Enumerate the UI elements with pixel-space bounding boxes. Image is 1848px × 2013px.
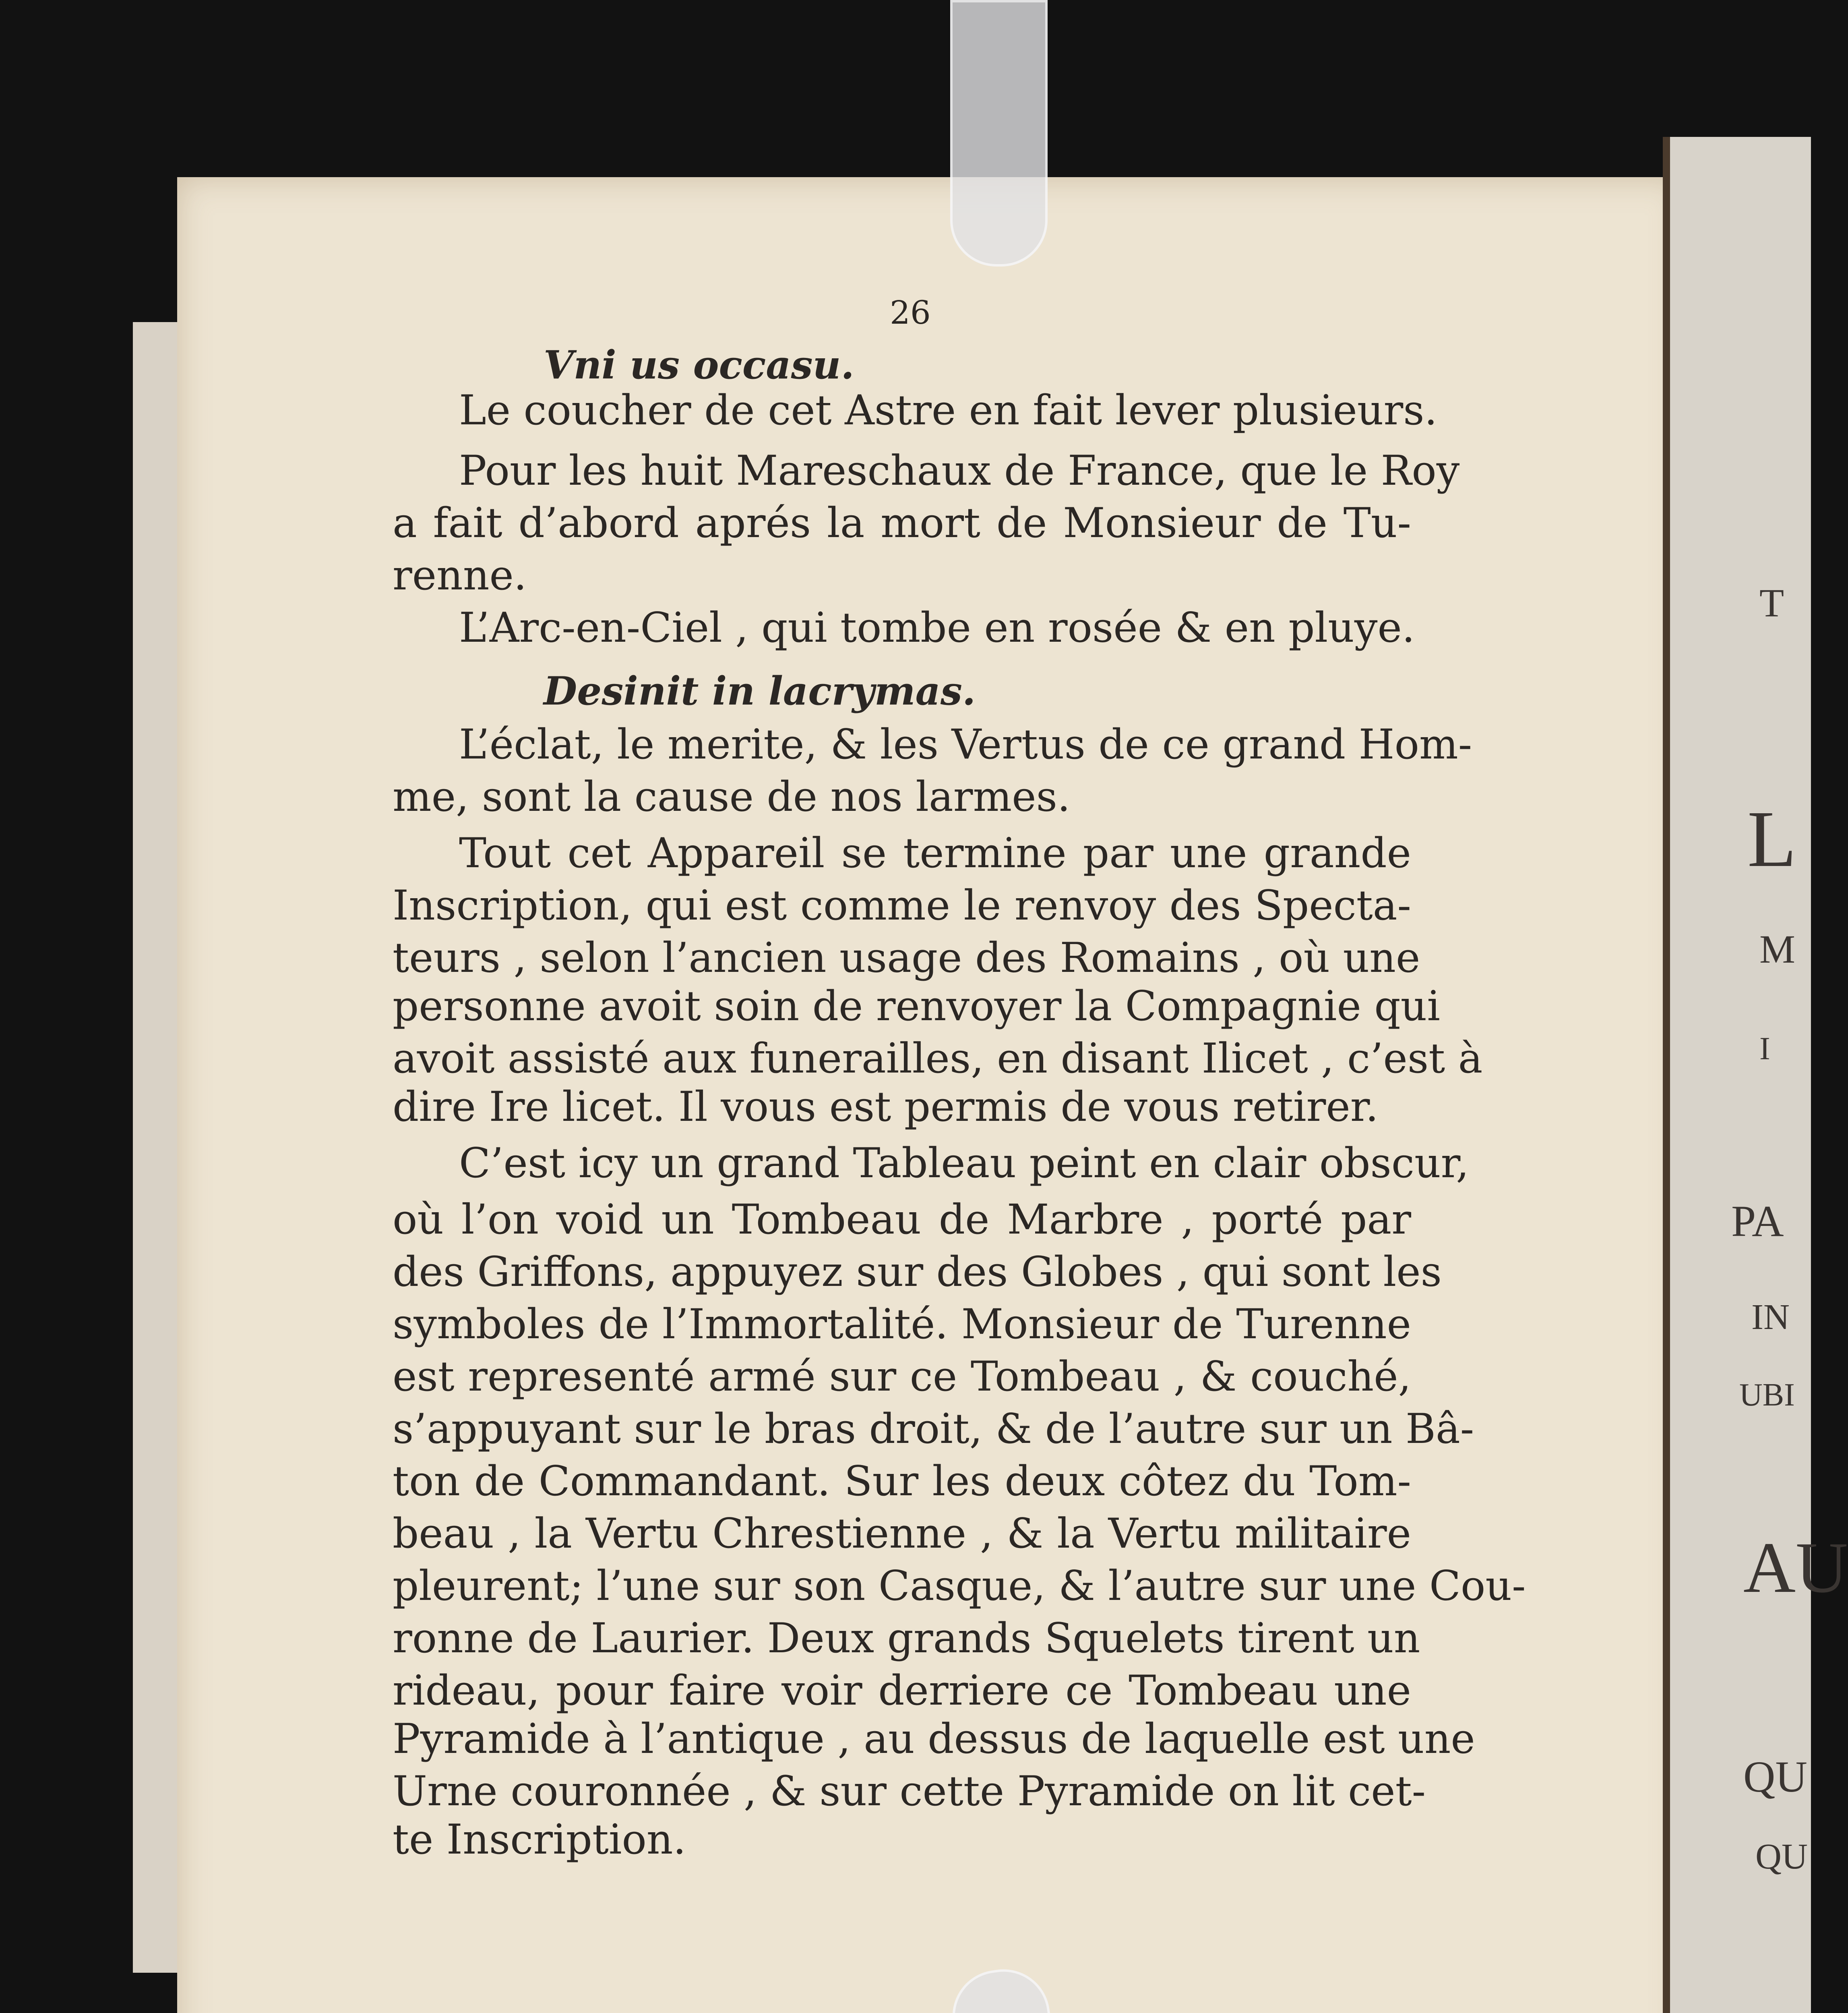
- text-line: L’éclat, le merite, & les Vertus de ce grand Hom-: [459, 721, 1472, 769]
- text-line: des Griffons, appuyez sur des Globes , qui sont les: [393, 1248, 1442, 1296]
- facing-page-fragment: L: [1747, 795, 1797, 884]
- text-line: Desinit in lacrymas.: [544, 668, 976, 714]
- facing-page-fragment: QU: [1743, 1752, 1807, 1801]
- text-line: C’est icy un grand Tableau peint en clair obscur,: [459, 1139, 1469, 1187]
- text-line: beau , la Vertu Chrestienne , & la Vertu militaire: [393, 1510, 1411, 1558]
- text-line: te Inscription.: [393, 1816, 686, 1864]
- text-line: Le coucher de cet Astre en fait lever plusieurs.: [459, 386, 1438, 434]
- text-line: s’appuyant sur le bras droit, & de l’autre sur un Bâ-: [393, 1405, 1474, 1453]
- text-line: L’Arc-en-Ciel , qui tombe en rosée & en pluye.: [459, 604, 1415, 652]
- text-line: Inscription, qui est comme le renvoy des Specta-: [393, 882, 1411, 930]
- text-line: renne.: [393, 552, 527, 599]
- text-line: ton de Commandant. Sur les deux côtez du Tom-: [393, 1457, 1411, 1505]
- facing-page-fragment: PA: [1731, 1197, 1784, 1246]
- text-line: Tout cet Appareil se termine par une grande: [459, 829, 1411, 877]
- text-line: teurs , selon l’ancien usage des Romains , où une: [393, 934, 1420, 982]
- page-clip-top: [950, 0, 1048, 267]
- text-line: Urne couronnée , & sur cette Pyramide on lit cet-: [393, 1767, 1426, 1815]
- facing-page-fragment: UBI: [1739, 1377, 1795, 1413]
- text-line: a fait d’abord aprés la mort de Monsieur de Tu-: [393, 499, 1411, 547]
- text-line: ronne de Laurier. Deux grands Squelets tirent un: [393, 1614, 1420, 1662]
- text-line: pleurent; l’une sur son Casque, & l’autre sur une Cou-: [393, 1562, 1526, 1610]
- facing-page: [1663, 137, 1811, 2013]
- text-line: dire Ire licet. Il vous est permis de vous retirer.: [393, 1083, 1379, 1131]
- text-line: personne avoit soin de renvoyer la Compagnie qui: [393, 982, 1440, 1030]
- text-line: Pour les huit Mareschaux de France, que le Roy: [459, 447, 1460, 495]
- facing-page-fragment: T: [1759, 581, 1784, 625]
- facing-page-fragment: QU: [1755, 1837, 1808, 1877]
- facing-page-fragment: AU: [1743, 1527, 1848, 1608]
- text-line: est representé armé sur ce Tombeau , & couché,: [393, 1353, 1411, 1401]
- text-line: Pyramide à l’antique , au dessus de laquelle est une: [393, 1715, 1475, 1763]
- text-line: rideau, pour faire voir derriere ce Tombeau une: [393, 1667, 1411, 1715]
- facing-page-fragment: IN: [1751, 1297, 1790, 1337]
- text-line: Vni us occasu.: [544, 342, 854, 388]
- page-number: 26: [890, 294, 931, 331]
- page-edge: [133, 322, 179, 1973]
- text-line: où l’on void un Tombeau de Marbre , porté par: [393, 1196, 1411, 1244]
- facing-page-fragment: I: [1759, 1031, 1770, 1066]
- text-line: symboles de l’Immortalité. Monsieur de Turenne: [393, 1300, 1411, 1348]
- text-line: me, sont la cause de nos larmes.: [393, 773, 1071, 821]
- facing-page-fragment: M: [1759, 927, 1795, 971]
- text-line: avoit assisté aux funerailles, en disant Ilicet , c’est à: [393, 1035, 1483, 1083]
